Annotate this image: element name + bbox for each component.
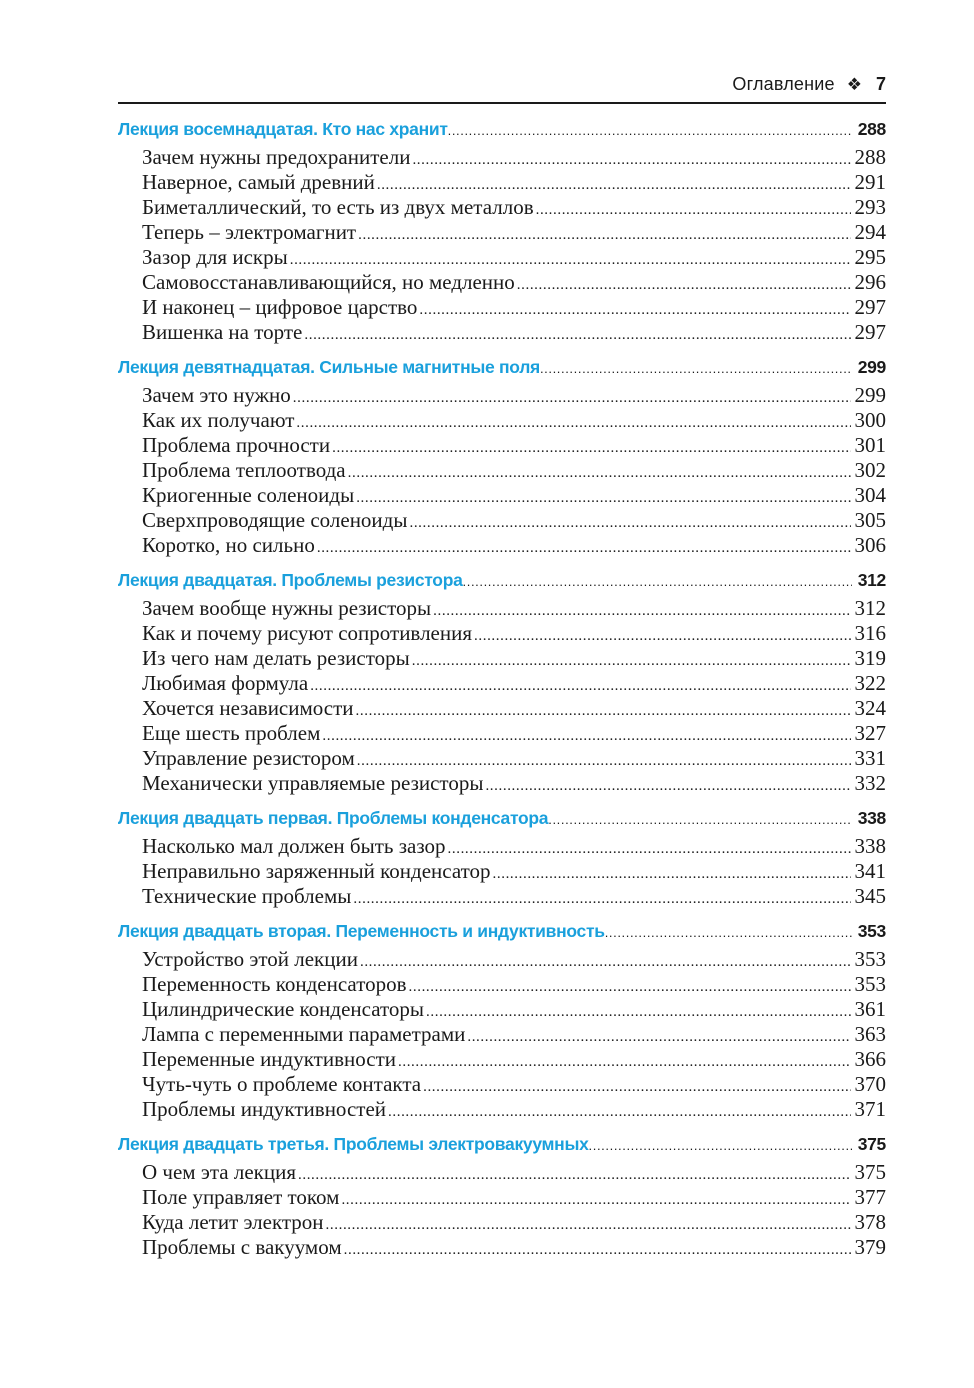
- chapter-title: Лекция восемнадцатая. Кто нас хранит: [118, 119, 448, 139]
- dot-leader: [360, 950, 851, 975]
- chapter-entry[interactable]: [118, 1129, 886, 1160]
- dot-leader: [293, 386, 851, 411]
- chapter-entry[interactable]: [118, 565, 886, 596]
- dot-leader: [412, 649, 851, 674]
- section-entry[interactable]: [118, 947, 886, 972]
- dot-leader: [589, 1130, 852, 1161]
- toc-page: [118, 74, 886, 1260]
- dot-leader: [467, 1025, 850, 1050]
- section-page: 316: [854, 621, 886, 645]
- section-title: Из чего нам делать резисторы: [142, 646, 410, 670]
- section-page: 300: [854, 408, 886, 432]
- section-page: 379: [854, 1235, 886, 1259]
- dot-leader: [298, 1163, 851, 1188]
- section-entry[interactable]: [118, 1160, 886, 1185]
- section-entry[interactable]: [118, 859, 886, 884]
- section-entry[interactable]: [118, 195, 886, 220]
- section-title: Чуть-чуть о проблеме контакта: [142, 1072, 422, 1096]
- chapter-title: Лекция девятнадцатая. Сильные магнитные поля: [118, 357, 540, 377]
- section-page: 370: [854, 1072, 886, 1096]
- section-page: 361: [854, 997, 886, 1021]
- dot-leader: [493, 862, 851, 887]
- section-page: 338: [854, 834, 886, 858]
- section-entry[interactable]: [118, 320, 886, 345]
- section-title: Еще шесть проблем: [142, 721, 321, 745]
- section-entry[interactable]: [118, 508, 886, 533]
- section-page: 327: [854, 721, 886, 745]
- section-entry[interactable]: [118, 270, 886, 295]
- section-title: Лампа с переменными параметрами: [142, 1022, 466, 1046]
- section-page: 302: [854, 458, 886, 482]
- section-entry[interactable]: [118, 621, 886, 646]
- dot-leader: [419, 298, 850, 323]
- dot-leader: [409, 975, 851, 1000]
- section-entry[interactable]: [118, 1047, 886, 1072]
- section-entry[interactable]: [118, 533, 886, 558]
- chapter-title: Лекция двадцатая. Проблемы резистора: [118, 570, 463, 590]
- chapter-title: Лекция двадцать третья. Проблемы электровакуумных: [118, 1134, 589, 1154]
- chapter-entry[interactable]: [118, 916, 886, 947]
- section-page: 375: [854, 1160, 886, 1184]
- section-title: Биметаллический, то есть из двух металлов: [142, 195, 534, 219]
- section-page: 378: [854, 1210, 886, 1234]
- dot-leader: [310, 674, 850, 699]
- dot-leader: [540, 353, 852, 384]
- dot-leader: [433, 599, 850, 624]
- section-title: Переменные индуктивности: [142, 1047, 396, 1071]
- section-title: Самовосстанавливающийся, но медленно: [142, 270, 515, 294]
- dot-leader: [317, 536, 851, 561]
- chapter-entry[interactable]: [118, 114, 886, 145]
- chapter-page: 288: [857, 119, 886, 139]
- section-entry[interactable]: [118, 997, 886, 1022]
- dot-leader: [398, 1050, 851, 1075]
- section-page: 295: [854, 245, 886, 269]
- dot-leader: [536, 198, 851, 223]
- table-of-contents: [118, 114, 886, 1260]
- running-header: [118, 74, 886, 104]
- section-title: Насколько мал должен быть зазор: [142, 834, 446, 858]
- section-page: 296: [854, 270, 886, 294]
- page-number: 7: [875, 74, 886, 94]
- chapter-page: 312: [857, 570, 886, 590]
- section-title: Поле управляет током: [142, 1185, 340, 1209]
- ornament-icon: ❖: [846, 75, 862, 94]
- section-entry[interactable]: [118, 696, 886, 721]
- section-entry[interactable]: [118, 433, 886, 458]
- section-entry[interactable]: [118, 972, 886, 997]
- section-title: Зазор для искры: [142, 245, 288, 269]
- chapter-page: 375: [857, 1134, 886, 1154]
- section-title: Коротко, но сильно: [142, 533, 315, 557]
- section-entry[interactable]: [118, 596, 886, 621]
- chapter-page: 338: [857, 808, 886, 828]
- section-entry[interactable]: [118, 1235, 886, 1260]
- section-page: 319: [854, 646, 886, 670]
- section-title: Зачем нужны предохранители: [142, 145, 411, 169]
- dot-leader: [388, 1100, 850, 1125]
- section-title: Проблема прочности: [142, 433, 331, 457]
- section-title: Любимая формула: [142, 671, 309, 695]
- dot-leader: [426, 1000, 850, 1025]
- section-title: Проблема теплоотвода: [142, 458, 346, 482]
- section-title: Теперь – электромагнит: [142, 220, 357, 244]
- section-title: Технические проблемы: [142, 884, 352, 908]
- section-entry[interactable]: [118, 295, 886, 320]
- dot-leader: [332, 436, 850, 461]
- section-page: 322: [854, 671, 886, 695]
- section-page: 377: [854, 1185, 886, 1209]
- section-page: 306: [854, 533, 886, 557]
- section-page: 312: [854, 596, 886, 620]
- dot-leader: [326, 1213, 851, 1238]
- section-entry[interactable]: [118, 671, 886, 696]
- section-entry[interactable]: [118, 1022, 886, 1047]
- section-page: 371: [854, 1097, 886, 1121]
- section-title: Вишенка на торте: [142, 320, 303, 344]
- section-title: О чем эта лекция: [142, 1160, 296, 1184]
- section-page: 363: [854, 1022, 886, 1046]
- section-entry[interactable]: [118, 1185, 886, 1210]
- section-entry[interactable]: [118, 1097, 886, 1122]
- section-page: 304: [854, 483, 886, 507]
- dot-leader: [423, 1075, 850, 1100]
- section-page: 341: [854, 859, 886, 883]
- section-page: 288: [854, 145, 886, 169]
- section-title: Неправильно заряженный конденсатор: [142, 859, 491, 883]
- dot-leader: [474, 624, 850, 649]
- section-entry[interactable]: [118, 483, 886, 508]
- section-page: 299: [854, 383, 886, 407]
- section-entry[interactable]: [118, 1072, 886, 1097]
- section-title: Как их получают: [142, 408, 295, 432]
- section-title: Управление резистором: [142, 746, 355, 770]
- dot-leader: [548, 804, 851, 835]
- section-entry[interactable]: [118, 245, 886, 270]
- section-entry[interactable]: [118, 170, 886, 195]
- section-page: 332: [854, 771, 886, 795]
- section-title: Механически управляемые резисторы: [142, 771, 484, 795]
- dot-leader: [353, 887, 850, 912]
- dot-leader: [322, 724, 850, 749]
- section-page: 345: [854, 884, 886, 908]
- section-title: Устройство этой лекции: [142, 947, 358, 971]
- dot-leader: [356, 699, 851, 724]
- chapter-page: 299: [857, 357, 886, 377]
- section-title: Переменность конденсаторов: [142, 972, 407, 996]
- section-title: Как и почему рисуют сопротивления: [142, 621, 473, 645]
- header-title: Оглавление: [732, 74, 835, 94]
- section-entry[interactable]: [118, 721, 886, 746]
- section-page: 297: [854, 320, 886, 344]
- chapter-page: 353: [857, 921, 886, 941]
- section-page: 305: [854, 508, 886, 532]
- section-title: И наконец – цифровое царство: [142, 295, 418, 319]
- section-page: 297: [854, 295, 886, 319]
- section-page: 294: [854, 220, 886, 244]
- section-entry[interactable]: [118, 145, 886, 170]
- section-title: Зачем вообще нужны резисторы: [142, 596, 432, 620]
- section-title: Наверное, самый древний: [142, 170, 375, 194]
- section-page: 353: [854, 947, 886, 971]
- section-entry[interactable]: [118, 746, 886, 771]
- dot-leader: [348, 461, 851, 486]
- dot-leader: [358, 223, 850, 248]
- dot-leader: [448, 837, 851, 862]
- dot-leader: [344, 1238, 851, 1263]
- section-page: 353: [854, 972, 886, 996]
- section-entry[interactable]: [118, 220, 886, 245]
- section-entry[interactable]: [118, 408, 886, 433]
- section-title: Криогенные соленоиды: [142, 483, 355, 507]
- dot-leader: [356, 486, 850, 511]
- section-page: 366: [854, 1047, 886, 1071]
- dot-leader: [341, 1188, 850, 1213]
- dot-leader: [448, 115, 852, 146]
- dot-leader: [296, 411, 850, 436]
- section-title: Проблемы с вакуумом: [142, 1235, 342, 1259]
- chapter-title: Лекция двадцать первая. Проблемы конденсатора: [118, 808, 549, 828]
- section-page: 291: [854, 170, 886, 194]
- section-entry[interactable]: [118, 1210, 886, 1235]
- dot-leader: [485, 774, 850, 799]
- dot-leader: [463, 566, 852, 597]
- section-entry[interactable]: [118, 834, 886, 859]
- dot-leader: [605, 917, 852, 948]
- section-entry[interactable]: [118, 458, 886, 483]
- section-page: 301: [854, 433, 886, 457]
- section-page: 324: [854, 696, 886, 720]
- chapter-entry[interactable]: [118, 352, 886, 383]
- dot-leader: [517, 273, 851, 298]
- section-entry[interactable]: [118, 771, 886, 796]
- section-title: Цилиндрические конденсаторы: [142, 997, 425, 1021]
- section-entry[interactable]: [118, 884, 886, 909]
- chapter-entry[interactable]: [118, 803, 886, 834]
- dot-leader: [409, 511, 850, 536]
- section-title: Проблемы индуктивностей: [142, 1097, 387, 1121]
- dot-leader: [304, 323, 850, 348]
- chapter-title: Лекция двадцать вторая. Переменность и индуктивность: [118, 921, 605, 941]
- section-title: Зачем это нужно: [142, 383, 291, 407]
- section-title: Сверхпроводящие соленоиды: [142, 508, 408, 532]
- section-entry[interactable]: [118, 383, 886, 408]
- section-title: Куда летит электрон: [142, 1210, 324, 1234]
- section-title: Хочется независимости: [142, 696, 354, 720]
- dot-leader: [412, 148, 850, 173]
- section-entry[interactable]: [118, 646, 886, 671]
- section-page: 331: [854, 746, 886, 770]
- section-page: 293: [854, 195, 886, 219]
